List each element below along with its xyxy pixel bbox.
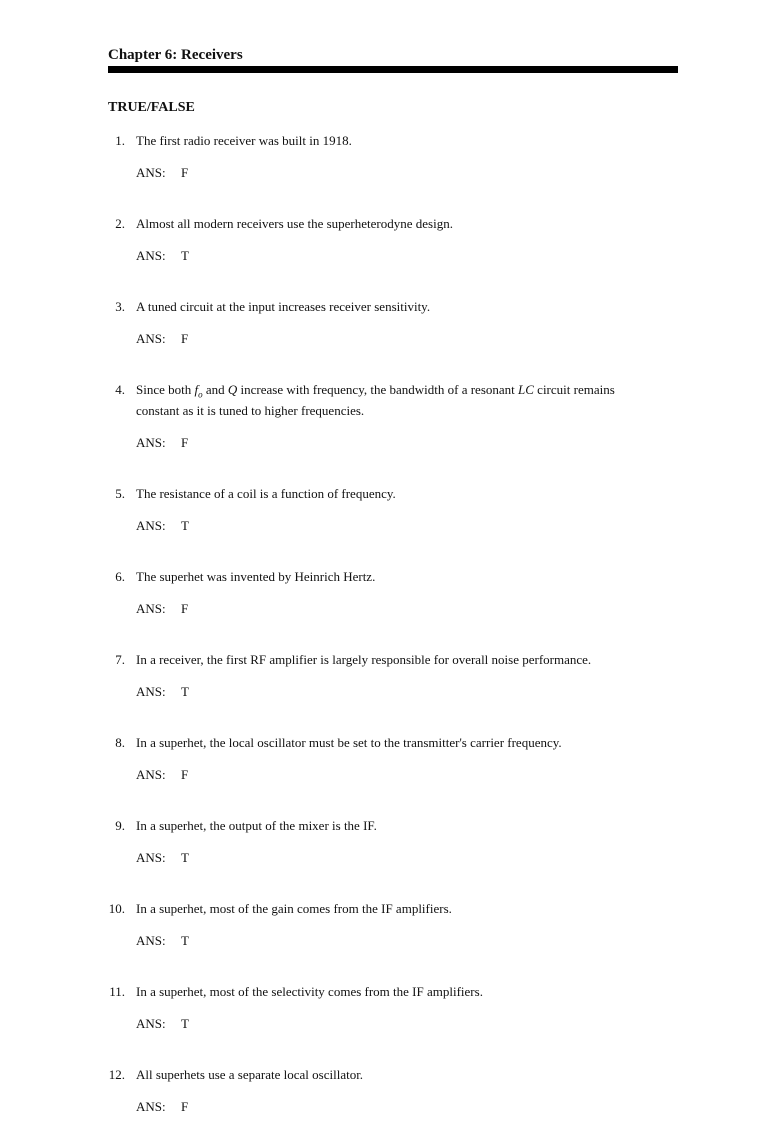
question-text-part: increase with frequency, the bandwidth of a resonant — [237, 382, 519, 397]
question-item — [108, 484, 678, 534]
question-item — [108, 733, 678, 783]
question-variable — [518, 382, 534, 397]
question-item — [108, 899, 678, 949]
answer-line — [136, 1099, 678, 1115]
answer-line — [136, 850, 678, 866]
answer-line — [136, 601, 678, 617]
answer-value: T — [181, 248, 189, 263]
answer-label: ANS: — [136, 683, 166, 699]
question-item — [108, 650, 678, 700]
answer-line — [136, 518, 678, 534]
question-text: The resistance of a coil is a function of frequency. — [136, 485, 396, 501]
answer-value: T — [181, 517, 189, 533]
question-text: All superhets use a separate local oscillator. — [136, 1066, 364, 1082]
question-text: In a receiver, the first RF amplifier is largely responsible for overall noise performance. — [136, 651, 592, 667]
question-text: In a superhet, most of the gain comes from the IF amplifiers. — [136, 900, 452, 916]
question-number: 7. — [115, 651, 125, 667]
question-number: 12. — [108, 1066, 125, 1082]
answer-value: T — [181, 1015, 189, 1031]
question-text-part: and — [202, 382, 228, 397]
answer-label: ANS: — [136, 766, 166, 782]
question-text — [136, 380, 656, 419]
question-text-part: Since both — [136, 382, 195, 397]
answer-label: ANS: — [136, 849, 166, 865]
question-number: 11. — [109, 983, 125, 999]
question-number: 3. — [115, 299, 125, 314]
question-item — [108, 214, 678, 264]
answer-value: F — [181, 434, 189, 450]
question-number: 1. — [115, 133, 125, 148]
answer-value: T — [181, 932, 189, 948]
question-number: 9. — [115, 817, 125, 833]
variable-subscript: o — [198, 389, 203, 400]
question-item — [108, 380, 678, 451]
question-text: In a superhet, the local oscillator must be set to the transmitter's carrier frequency. — [136, 734, 562, 750]
answer-value: T — [181, 683, 189, 699]
question-number: 4. — [115, 382, 125, 397]
answer-label: ANS: — [136, 248, 166, 263]
question-text: The superhet was invented by Heinrich Hertz. — [136, 568, 376, 584]
question-item — [108, 297, 678, 347]
answer-value: F — [181, 600, 189, 616]
answer-label: ANS: — [136, 165, 166, 180]
question-text: In a superhet, the output of the mixer is the IF. — [136, 817, 377, 833]
title-rule — [108, 66, 678, 73]
question-variable — [228, 382, 237, 397]
question-text: The first radio receiver was built in 1918. — [136, 133, 352, 148]
question-item — [108, 816, 678, 866]
answer-value: T — [181, 849, 189, 865]
question-text: Almost all modern receivers use the superheterodyne design. — [136, 216, 453, 231]
section-heading: TRUE/FALSE — [108, 100, 195, 115]
answer-value: F — [181, 331, 189, 346]
question-variable — [194, 382, 203, 400]
answer-label: ANS: — [136, 932, 166, 948]
variable-symbol: LC — [518, 382, 534, 397]
answer-value: F — [181, 165, 189, 180]
question-list — [108, 131, 678, 1148]
answer-value: F — [181, 1098, 189, 1114]
question-item — [108, 131, 678, 181]
answer-label: ANS: — [136, 517, 166, 533]
question-number: 10. — [108, 900, 125, 916]
question-text-part: circuit remains constant as it is tuned to higher frequencies. — [136, 382, 615, 418]
question-number: 5. — [115, 485, 125, 501]
answer-label: ANS: — [136, 331, 166, 346]
question-text: A tuned circuit at the input increases receiver sensitivity. — [136, 299, 431, 314]
question-item — [108, 567, 678, 617]
answer-line — [136, 767, 678, 783]
chapter-title: Chapter 6: Receivers — [108, 47, 243, 63]
question-text: In a superhet, most of the selectivity comes from the IF amplifiers. — [136, 983, 483, 999]
question-item — [108, 982, 678, 1032]
question-number: 8. — [115, 734, 125, 750]
answer-line — [136, 933, 678, 949]
answer-line — [136, 165, 678, 181]
answer-label: ANS: — [136, 600, 166, 616]
answer-value: F — [181, 766, 189, 782]
question-number: 2. — [115, 216, 125, 231]
answer-label: ANS: — [136, 434, 166, 450]
answer-line — [136, 684, 678, 700]
question-item — [108, 1065, 678, 1115]
variable-symbol: f — [194, 382, 199, 397]
question-number: 6. — [115, 568, 125, 584]
answer-line — [136, 331, 678, 347]
answer-label: ANS: — [136, 1015, 166, 1031]
variable-symbol: Q — [227, 382, 238, 397]
answer-line — [136, 248, 678, 264]
answer-line — [136, 435, 678, 451]
answer-label: ANS: — [136, 1098, 166, 1114]
